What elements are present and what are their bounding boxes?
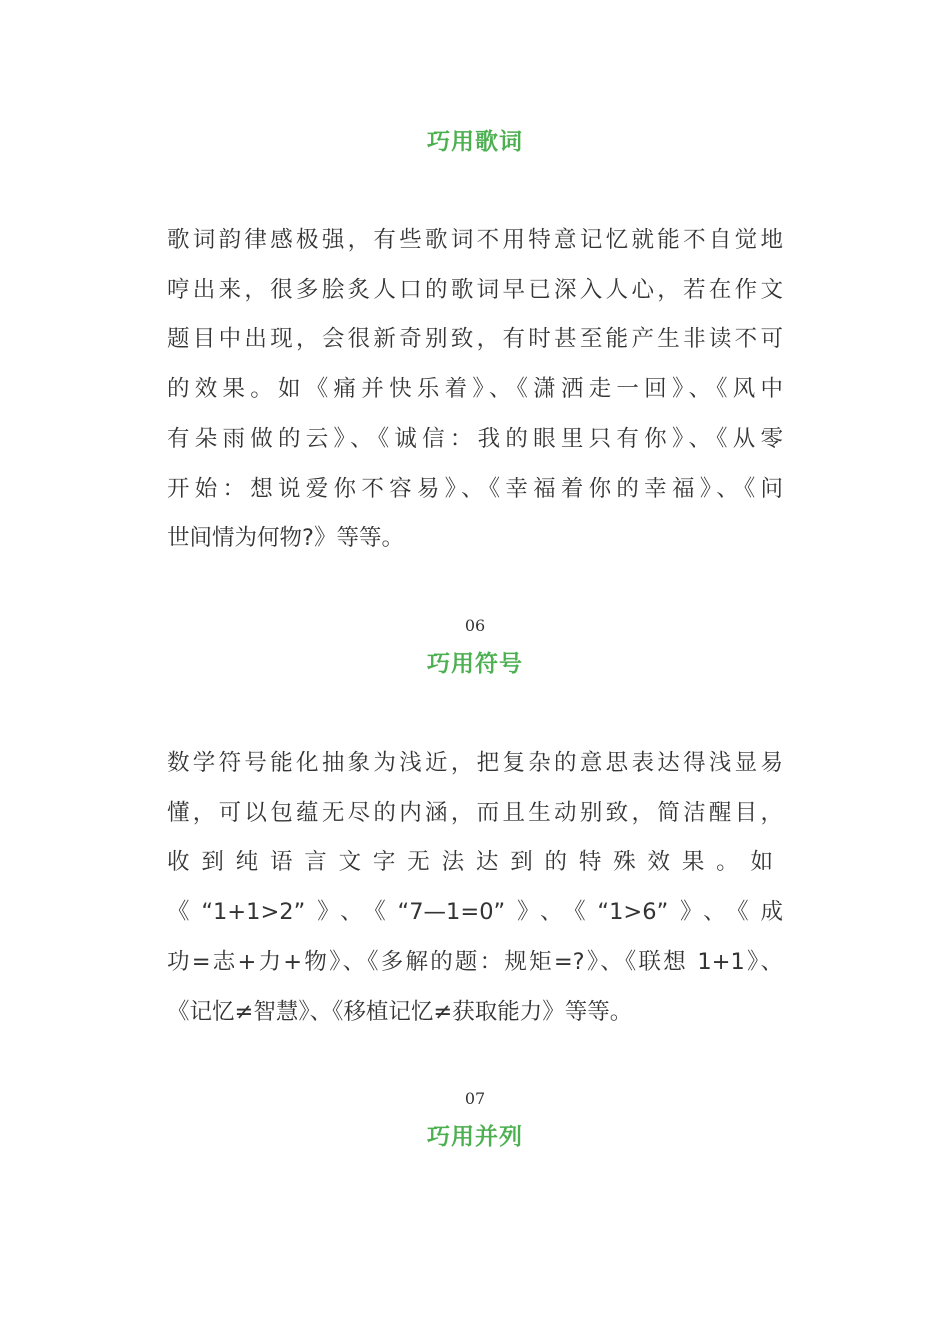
- section-paragraph-symbols: [167, 739, 783, 1037]
- paragraph-line: 开始：想说爱你不容易》、《幸福着你的幸福》、《问: [167, 475, 783, 502]
- paragraph-line: 的效果。如《痛并快乐着》、《潇洒走一回》、《风中: [167, 376, 783, 403]
- section-number-07: 07: [464, 1089, 486, 1108]
- paragraph-line: 有朵雨做的云》、《诚信：我的眼里只有你》、《从零: [167, 425, 783, 452]
- section-title-parallel: 巧用并列: [427, 1124, 523, 1150]
- paragraph-line: 懂，可以包蕴无尽的内涵，而且生动别致，简洁醒目，: [167, 799, 783, 826]
- section-paragraph-lyrics: [167, 216, 783, 564]
- paragraph-line: 歌词韵律感极强，有些歌词不用特意记忆就能不自觉地: [167, 227, 783, 253]
- section-title-lyrics: 巧用歌词: [427, 129, 523, 155]
- paragraph-line: 功=志+力+物》、《多解的题：规矩=?》、《联想 1+1》、: [167, 948, 783, 975]
- paragraph-line: 世间情为何物?》等等。: [167, 525, 404, 552]
- paragraph-line: 收到纯语言文字无法达到的特殊效果。如: [167, 849, 783, 876]
- section-number-06: 06: [464, 616, 486, 635]
- section-title-symbols: 巧用符号: [427, 651, 523, 677]
- paragraph-line: 哼出来，很多脍炙人口的歌词早已深入人心，若在作文: [167, 276, 783, 303]
- paragraph-line: 《“1+1>2”》、《“7—1=0”》、《“1>6”》、《成: [167, 899, 783, 926]
- paragraph-line: 题目中出现，会很新奇别致，有时甚至能产生非读不可: [167, 326, 783, 353]
- paragraph-line: 《记忆≠智慧》、《移植记忆≠获取能力》等等。: [167, 998, 633, 1025]
- paragraph-line: 数学符号能化抽象为浅近，把复杂的意思表达得浅显易: [167, 750, 783, 776]
